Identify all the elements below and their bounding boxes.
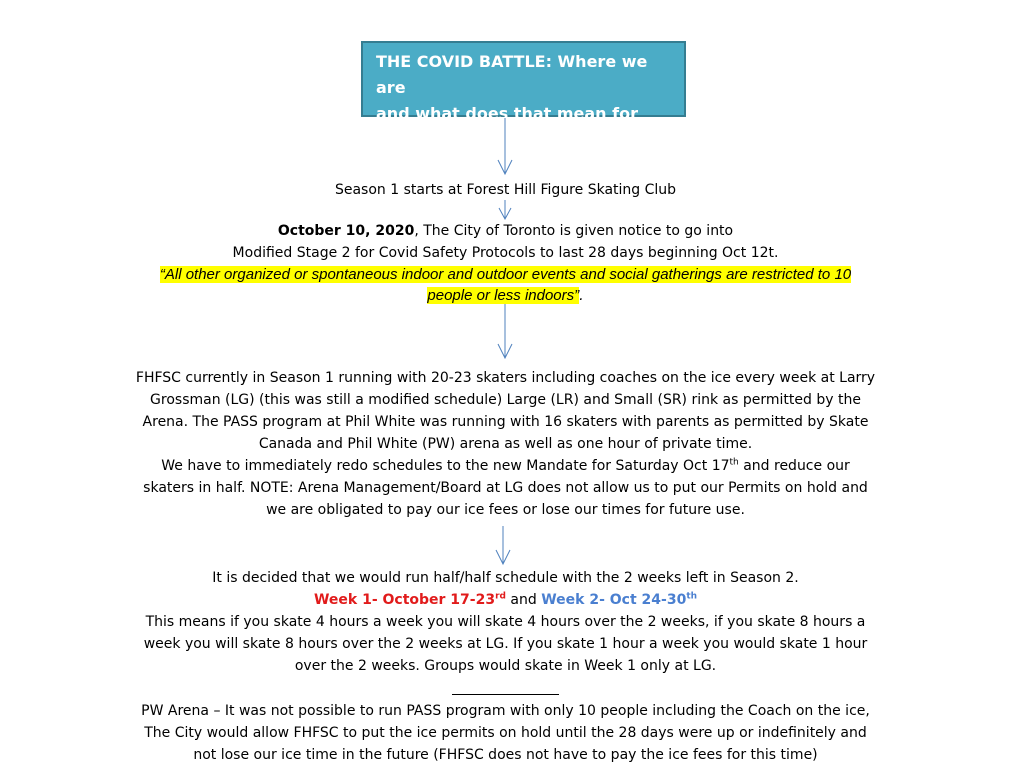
week-1-label: Week 1- October 17-23 xyxy=(313,592,496,608)
arrow-down-icon xyxy=(497,200,513,220)
step-half-schedule: It is decided that we would run half/half schedule with the 2 weeks left in Season 2. Week 1- October 17-23rd and Week 2- Oct 24-30th This means if you skate 4 hours a week you will skate 4 hours over the 2 weeks, if you skate 8 hours a week you will skate 8 hours over the 2 weeks at LG. If you skate 1 hour a week you would skate 1 hour over the 2 weeks. Groups would skate in Week 1 only at LG. xyxy=(143,570,868,674)
step-season-start: Season 1 starts at Forest Hill Figure Skating Club xyxy=(334,182,677,198)
arrow-down-icon xyxy=(497,304,513,360)
title-line-2: and what does that mean for FHFSC xyxy=(376,104,638,149)
week-2-label: Week 2- Oct 24-30 xyxy=(541,592,687,608)
title-line-1: THE COVID BATTLE: Where we are xyxy=(376,52,648,97)
divider xyxy=(452,694,559,695)
step-current-status: FHFSC currently in Season 1 running with 20-23 skaters including coaches on the ice every week at Larry Grossman (LG) (this was still a modified schedule) Large (LR) and Small (SR) rink as permitted by the Arena. The PASS program at Phil White was running with 16 skaters with parents as permitted by Skate Canada and Phil White (PW) arena as well as one hour of private time. We have to immediately redo schedules to the new Mandate for Saturday Oct 17th and reduce our skaters in half. NOTE: Arena Management/Board at LG does not allow us to put our Permits on hold and we are obligated to pay our ice fees or lose our times for future use. xyxy=(135,370,876,518)
notice-date: October 10, 2020 xyxy=(277,223,415,239)
arrow-down-icon xyxy=(495,526,511,566)
step-city-notice: October 10, 2020, The City of Toronto is given notice to go into Modified Stage 2 for Covid Safety Protocols to last 28 days beginning Oct 12t. “All other organized or spontaneous indoor and outdoor events and social gatherings are restricted to 10 people or less indoors”. xyxy=(159,223,852,304)
title-box xyxy=(361,41,686,149)
restriction-quote-line-1: “All other organized or spontaneous indoor and outdoor events and social gatherings are restricted to 10 xyxy=(159,266,852,283)
step-pw-arena: PW Arena – It was not possible to run PASS program with only 10 people including the Coach on the ice, The City would allow FHFSC to put the ice permits on hold until the 28 days were up or indefinitely and not lose our ice time in the future (FHFSC does not have to pay the ice fees for this time) xyxy=(141,703,870,763)
arrow-down-icon xyxy=(497,118,513,176)
restriction-quote-line-2: people or less indoors” xyxy=(427,287,580,304)
